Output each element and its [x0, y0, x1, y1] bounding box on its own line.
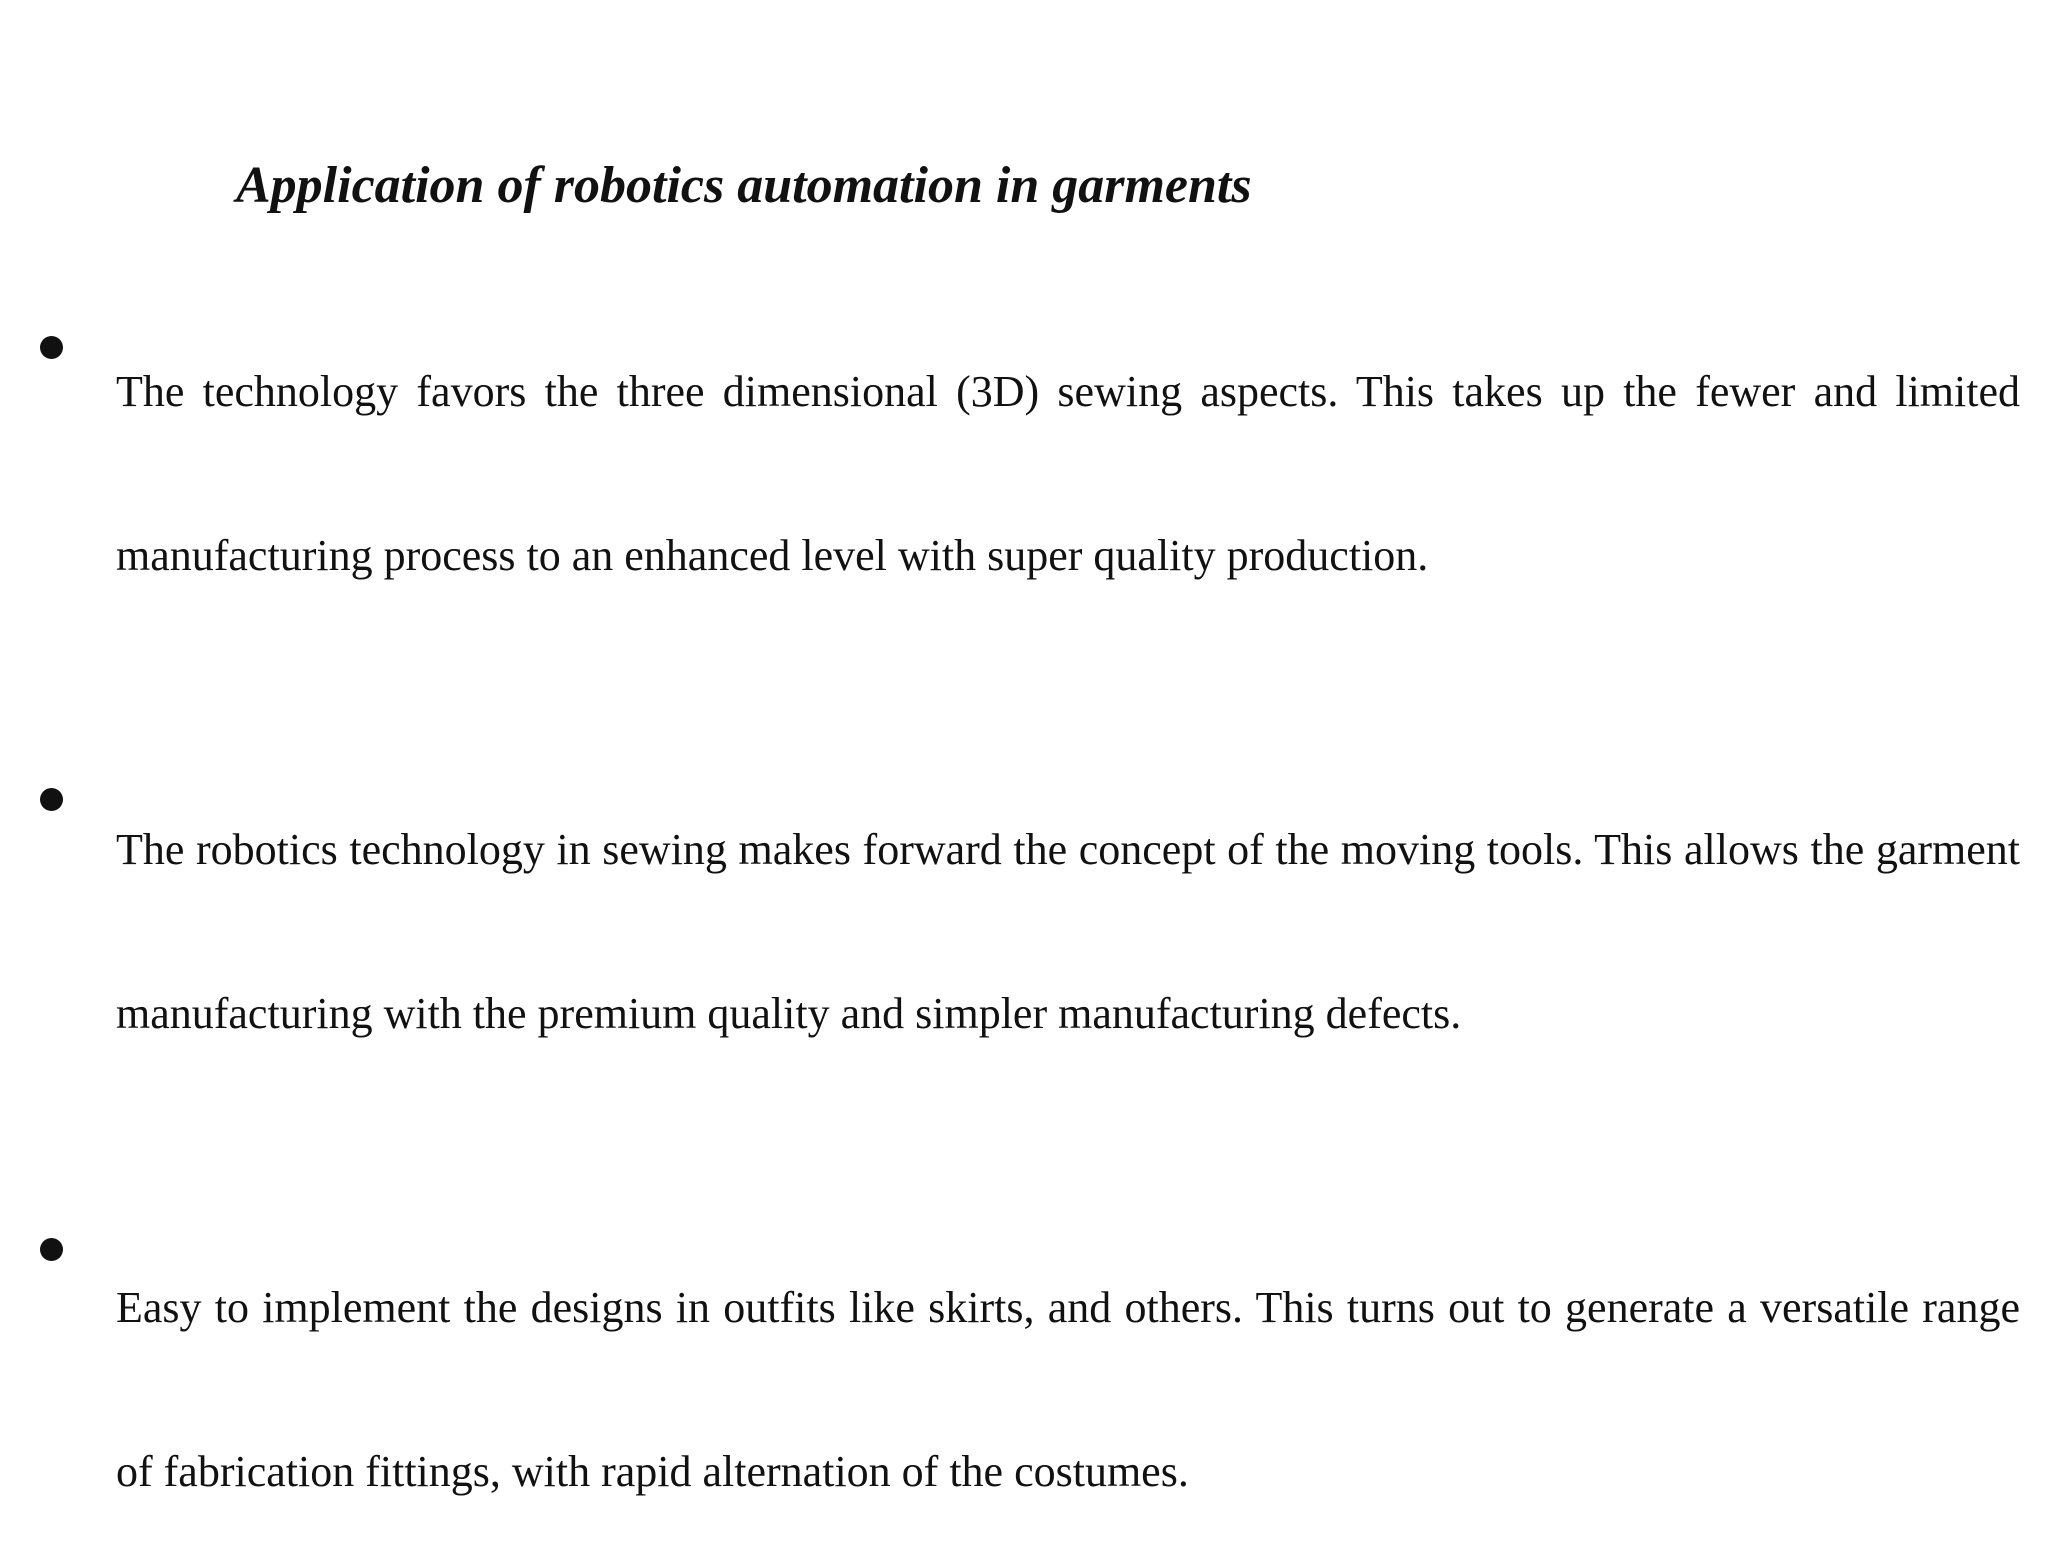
bullet-dot-icon	[40, 336, 63, 359]
bullet-item	[0, 1226, 2048, 1526]
document-title: Application of robotics automation in garments	[236, 157, 1252, 214]
bullet-text: Easy to implement the designs in outfits like skirts, and others. This turns out to generate a versatile range of fabrication fittings, with rapid alternation of the costumes.	[116, 1283, 2020, 1496]
bullet-text: The robotics technology in sewing makes forward the concept of the moving tools. This allows the garment manufacturing with the premium quality and simpler manufacturing defects.	[116, 825, 2020, 1038]
bullet-dot-icon	[40, 788, 63, 811]
bullet-text: The technology favors the three dimensional (3D) sewing aspects. This takes up the fewer and limited manufacturing process to an enhanced level with super quality production.	[116, 367, 2020, 580]
bullet-item	[0, 768, 2048, 1068]
bullet-item	[0, 310, 2048, 610]
bullet-dot-icon	[40, 1238, 63, 1261]
